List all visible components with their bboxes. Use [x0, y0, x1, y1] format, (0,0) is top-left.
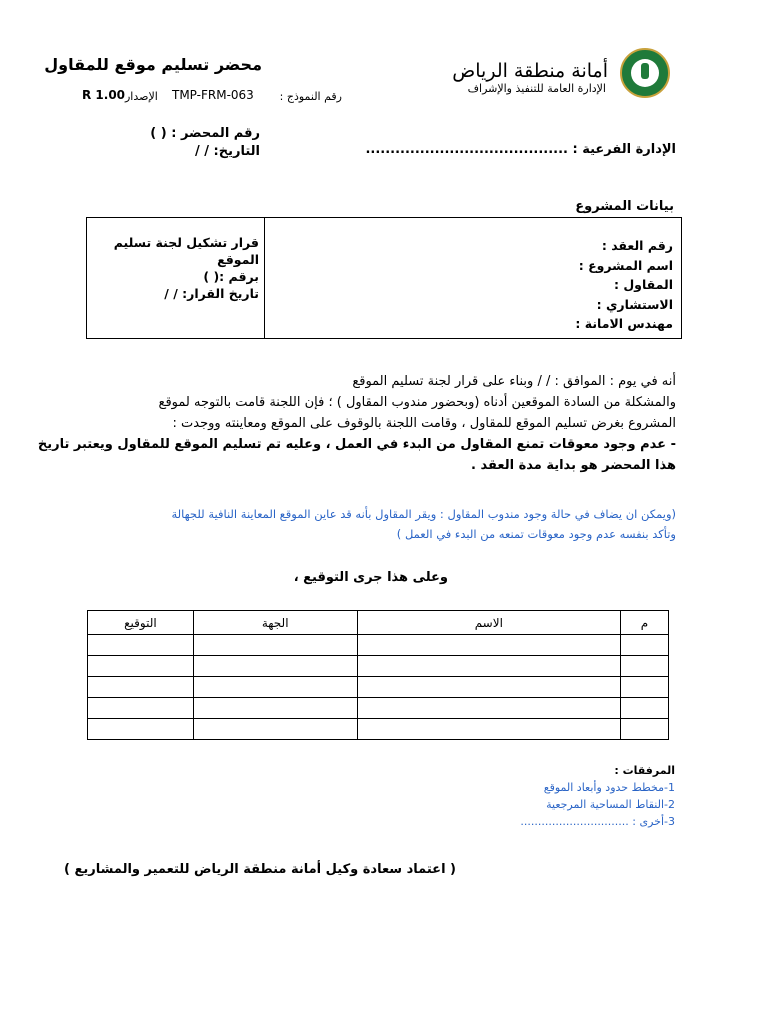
- table-cell[interactable]: [193, 698, 357, 719]
- project-data-box: [86, 217, 682, 339]
- form-number: TMP-FRM-063: [172, 88, 254, 102]
- signing-text: وعلى هذا جرى التوقيع ،: [293, 570, 448, 585]
- body-line: أنه في يوم : الموافق : / / وبناء على قرار لجنة تسليم الموقع: [352, 374, 676, 389]
- table-cell[interactable]: [621, 635, 669, 656]
- table-cell[interactable]: [88, 719, 194, 740]
- riyadh-municipality-logo-icon: [620, 48, 670, 98]
- field-contract-number: رقم العقد :: [601, 238, 673, 253]
- decision-date: تاريخ القرار: / /: [164, 286, 259, 301]
- contractor-note: [76, 504, 676, 544]
- header-name: الاسم: [357, 611, 621, 635]
- body-line: المشروع بغرض تسليم الموقع للمقاول ، وقامت اللجنة بالوقوف على الموقع ومعاينته ووجدت :: [172, 416, 676, 431]
- signatures-table: [87, 610, 669, 740]
- body-line: هذا المحضر هو بداية مدة العقد .: [471, 458, 676, 473]
- version-value: R 1.00: [82, 88, 126, 102]
- table-cell[interactable]: [88, 677, 194, 698]
- table-cell[interactable]: [621, 677, 669, 698]
- box-divider: [264, 218, 265, 338]
- body-paragraph: [37, 371, 676, 476]
- table-row: [88, 635, 669, 656]
- body-line: - عدم وجود معوقات تمنع المقاول من البدء في العمل ، وعليه تم تسليم الموقع للمقاول ويعتبر تاريخ: [37, 437, 676, 452]
- table-cell[interactable]: [621, 719, 669, 740]
- table-cell[interactable]: [193, 677, 357, 698]
- note-line: وتأكد بنفسه عدم وجود معوقات تمنعه من البدء في العمل ): [396, 527, 676, 541]
- table-cell[interactable]: [88, 698, 194, 719]
- table-cell[interactable]: [357, 698, 621, 719]
- attachments-list: [375, 779, 675, 830]
- branch-department: الإدارة الفرعية : .........................................: [365, 142, 676, 157]
- decision-number: برقم :( ): [203, 269, 259, 284]
- header-index: م: [621, 611, 669, 635]
- decision-info: [93, 234, 259, 302]
- table-cell[interactable]: [357, 656, 621, 677]
- table-header-row: [88, 611, 669, 635]
- table-row: [88, 719, 669, 740]
- field-consultant: الاستشاري :: [596, 296, 673, 312]
- section-title-project: بيانات المشروع: [575, 199, 674, 214]
- table-cell[interactable]: [357, 677, 621, 698]
- table-cell[interactable]: [88, 656, 194, 677]
- field-project-name: اسم المشروع :: [578, 257, 673, 273]
- table-cell[interactable]: [193, 719, 357, 740]
- table-cell[interactable]: [88, 635, 194, 656]
- org-department: الإدارة العامة للتنفيذ والإشراف: [467, 82, 606, 95]
- document-title: محضر تسليم موقع للمقاول: [44, 55, 262, 74]
- org-name: أمانة منطقة الرياض: [452, 60, 608, 82]
- approval-line: ( اعتماد سعادة وكيل أمانة منطقة الرياض للتعمير والمشاريع ): [64, 862, 456, 877]
- attachment-item: 1-مخطط حدود وأبعاد الموقع: [543, 781, 675, 794]
- attachment-item: 2-النقاط المساحية المرجعية: [546, 798, 675, 811]
- table-row: [88, 698, 669, 719]
- attachments-title: المرفقات :: [614, 764, 675, 777]
- table-row: [88, 656, 669, 677]
- table-cell[interactable]: [621, 656, 669, 677]
- table-cell[interactable]: [357, 635, 621, 656]
- report-number: رقم المحضر : ( ): [150, 126, 260, 141]
- table-cell[interactable]: [193, 656, 357, 677]
- table-cell[interactable]: [357, 719, 621, 740]
- table-cell[interactable]: [621, 698, 669, 719]
- header-signature: التوقيع: [88, 611, 194, 635]
- header-entity: الجهة: [193, 611, 357, 635]
- note-line: (ويمكن ان يضاف في حالة وجود مندوب المقاول : ويقر المقاول بأنه قد عاين الموقع المعاينة النافية للجهالة: [171, 507, 676, 521]
- project-fields: [313, 236, 673, 334]
- decision-title: قرار تشكيل لجنة تسليم الموقع: [113, 235, 259, 267]
- body-line: والمشكلة من السادة الموقعين أدناه (وبحضور مندوب المقاول ) ؛ فإن اللجنة قامت بالتوجه لموقع: [158, 395, 676, 410]
- form-number-label: رقم النموذج :: [279, 90, 342, 103]
- field-contractor: المقاول :: [613, 277, 673, 292]
- table-row: [88, 677, 669, 698]
- field-engineer: مهندس الامانة :: [575, 316, 673, 331]
- table-cell[interactable]: [193, 635, 357, 656]
- attachment-item: 3-أخرى : ...............................: [520, 815, 675, 828]
- report-date: التاريخ: / /: [194, 144, 260, 159]
- version-label: الإصدار: [125, 90, 158, 103]
